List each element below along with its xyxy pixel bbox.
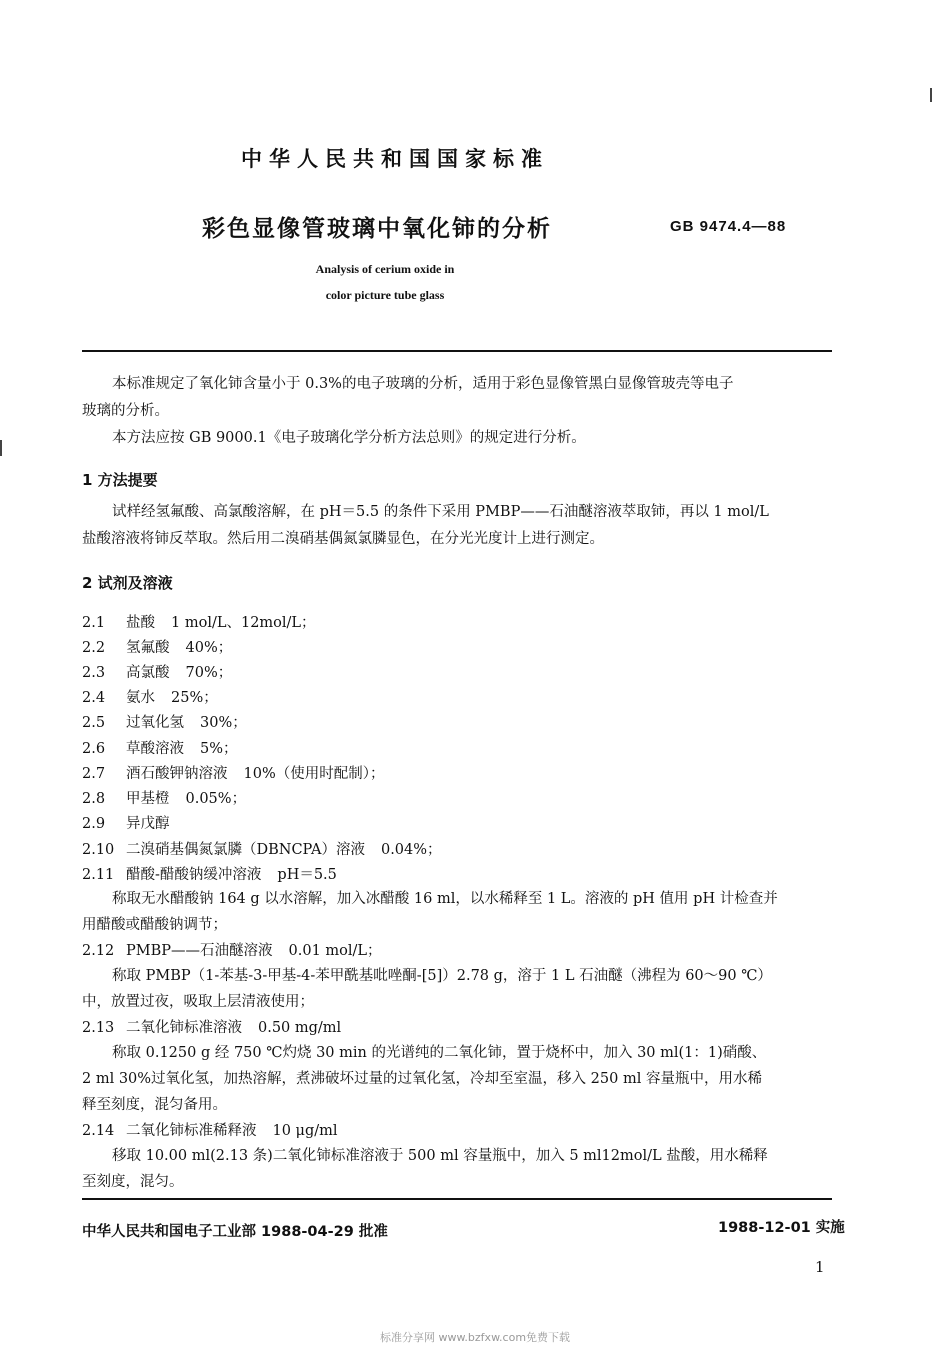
section-1-heading: 1 方法提要 — [82, 471, 158, 489]
list-item: 2.7 酒石酸钾钠溶液 10%（使用时配制）； — [82, 766, 385, 782]
document-title: 彩色显像管玻璃中氧化铈的分析 — [202, 216, 552, 242]
english-title-line2: color picture tube glass — [325, 288, 445, 302]
effective-date: 1988-12-01 实施 — [718, 1220, 845, 1236]
list-item: 2.1 盐酸 1 mol/L、12mol/L； — [82, 615, 316, 631]
item-2-12-desc-line1: 称取 PMBP（1-苯基-3-甲基-4-苯甲酰基吡唑酮-[5]）2.78 g，溶于 1 L 石油醚（沸程为 60～90 ℃） — [112, 968, 772, 984]
list-item: 2.11 醋酸-醋酸钠缓冲溶液 pH＝5.5 — [82, 867, 337, 883]
item-2-14-desc-line2: 至刻度，混匀。 — [82, 1174, 184, 1190]
list-item: 2.12 PMBP——石油醚溶液 0.01 mol/L； — [82, 943, 382, 959]
item-2-14-desc-line1: 移取 10.00 ml(2.13 条)二氧化铈标准溶液于 500 ml 容量瓶中，加入 5 ml12mol/L 盐酸，用水稀释 — [112, 1148, 768, 1164]
section-1-line1: 试样经氢氟酸、高氯酸溶解，在 pH＝5.5 的条件下采用 PMBP——石油醚溶液萃取铈，再以 1 mol/L — [112, 504, 769, 520]
standard-title: 中华人民共和国国家标准 — [241, 147, 549, 171]
item-2-11-desc-line2: 用醋酸或醋酸钠调节； — [82, 917, 227, 933]
list-item: 2.2 氢氟酸 40%； — [82, 640, 233, 656]
list-item: 2.4 氨水 25%； — [82, 690, 218, 706]
list-item: 2.13 二氧化铈标准溶液 0.50 mg/ml — [82, 1020, 342, 1036]
list-item: 2.3 高氯酸 70%； — [82, 665, 233, 681]
scan-mark — [930, 88, 932, 102]
watermark: 标准分享网 www.bzfxw.com免费下载 — [379, 1331, 571, 1344]
english-title-line1: Analysis of cerium oxide in — [315, 262, 455, 276]
list-item: 2.6 草酸溶液 5%； — [82, 741, 238, 757]
section-1-line2: 盐酸溶液将铈反萃取。然后用二溴硝基偶氮氯膦显色，在分光光度计上进行测定。 — [82, 531, 604, 547]
item-2-11-desc-line1: 称取无水醋酸钠 164 g 以水溶解，加入冰醋酸 16 ml，以水稀释至 1 L。溶液的 pH 值用 pH 计检查并 — [112, 891, 778, 907]
item-2-12-desc-line2: 中，放置过夜，吸取上层清液使用； — [82, 994, 314, 1010]
item-2-13-desc-line2: 2 ml 30%过氧化氢，加热溶解，煮沸破坏过量的过氧化氢，冷却至室温，移入 250 ml 容量瓶中，用水稀 — [82, 1071, 762, 1087]
header-divider — [82, 350, 832, 352]
list-item: 2.9 异戊醇 — [82, 816, 170, 832]
item-2-13-desc-line3: 释至刻度，混匀备用。 — [82, 1097, 227, 1113]
section-2-heading: 2 试剂及溶液 — [82, 574, 173, 592]
list-item: 2.10 二溴硝基偶氮氯膦（DBNCPA）溶液 0.04%； — [82, 842, 442, 858]
footer-divider — [82, 1198, 832, 1200]
approval-line: 中华人民共和国电子工业部 1988-04-29 批准 — [82, 1224, 388, 1240]
intro-paragraph-line1: 本标准规定了氧化铈含量小于 0.3%的电子玻璃的分析，适用于彩色显像管黑白显像管玻壳等电子 — [112, 376, 734, 392]
scan-mark — [0, 440, 2, 456]
list-item: 2.14 二氧化铈标准稀释液 10 μg/ml — [82, 1123, 338, 1139]
intro-paragraph-line2: 玻璃的分析。 — [82, 403, 169, 419]
list-item: 2.8 甲基橙 0.05%； — [82, 791, 247, 807]
intro-paragraph-2: 本方法应按 GB 9000.1《电子玻璃化学分析方法总则》的规定进行分析。 — [112, 430, 586, 446]
gb-code: GB 9474.4—88 — [670, 218, 787, 235]
item-2-13-desc-line1: 称取 0.1250 g 经 750 ℃灼烧 30 min 的光谱纯的二氧化铈，置于烧杯中，加入 30 ml(1：1)硝酸、 — [112, 1045, 767, 1061]
page-number: 1 — [815, 1258, 825, 1276]
list-item: 2.5 过氧化氢 30%； — [82, 715, 247, 731]
